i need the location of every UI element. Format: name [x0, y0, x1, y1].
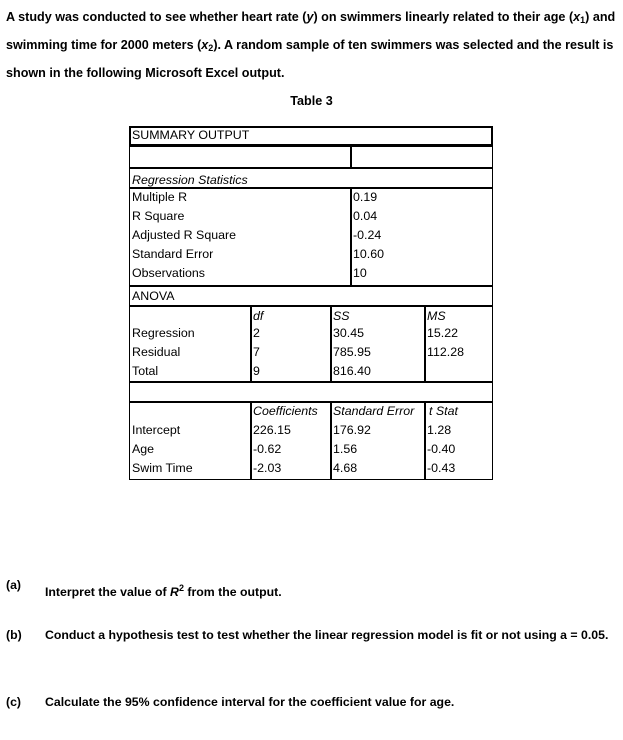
question-c-label: (c)	[6, 695, 22, 709]
coef-header-std-error: Standard Error	[333, 404, 415, 418]
anova-cell: 816.40	[333, 364, 371, 378]
border-blank-right	[351, 146, 493, 168]
stat-value: -0.24	[353, 228, 382, 242]
border-gap-row	[129, 382, 493, 402]
anova-row-label: Total	[132, 364, 159, 378]
question-a	[6, 574, 618, 598]
summary-output-title: SUMMARY OUTPUT	[132, 128, 250, 142]
anova-cell: 112.28	[427, 345, 464, 359]
anova-header-df: df	[253, 309, 264, 323]
regression-statistics-title: Regression Statistics	[132, 173, 248, 187]
problem-statement: A study was conducted to see whether heart rate (y) on swimmers linearly related to their age $(x_1)$ and swimming time for 2000 meters $(x_2)$. A random sample of ten swimmers was selected and the result is shown in the following Microsoft Excel output.	[6, 10, 616, 80]
var-y: y	[306, 10, 314, 24]
question-b	[6, 624, 618, 672]
stat-value: 0.04	[353, 209, 378, 223]
anova-cell: 30.45	[333, 326, 365, 340]
anova-cell: 2	[253, 326, 260, 340]
stat-label: Standard Error	[132, 247, 214, 261]
anova-cell: 15.22	[427, 326, 459, 340]
coef-cell: -2.03	[253, 461, 282, 475]
stat-label: R Square	[132, 209, 185, 223]
question-a-text: Interpret the value of $R^2$ from the output.	[45, 583, 282, 600]
coef-cell: 1.28	[427, 423, 452, 437]
question-b-text: Conduct a hypothesis test to test whether the linear regression model is fit or not using a = 0.05.	[45, 628, 609, 642]
question-b-label: (b)	[6, 628, 22, 642]
coef-row-label: Age	[132, 442, 155, 456]
excel-summary-output	[129, 126, 493, 480]
question-c	[6, 691, 618, 715]
anova-cell: 7	[253, 345, 260, 359]
coef-cell: -0.62	[253, 442, 282, 456]
coef-cell: 4.68	[333, 461, 358, 475]
stat-label: Adjusted R Square	[132, 228, 237, 242]
question-c-text: Calculate the 95% confidence interval for the coefficient value for age.	[45, 695, 455, 709]
anova-header-ss: SS	[333, 309, 350, 323]
coef-cell: 1.56	[333, 442, 358, 456]
border-anova-title	[129, 286, 493, 306]
border-blank-left	[129, 146, 351, 168]
stat-label: Multiple R	[132, 190, 188, 204]
anova-row-label: Residual	[132, 345, 181, 359]
anova-title: ANOVA	[132, 289, 175, 303]
coef-cell: -0.40	[427, 442, 456, 456]
coef-row-label: Swim Time	[132, 461, 193, 475]
coef-cell: 226.15	[253, 423, 291, 437]
stat-value: 10.60	[353, 247, 385, 261]
anova-row-label: Regression	[132, 326, 195, 340]
coef-header-t-stat: t Stat	[429, 404, 458, 418]
question-a-label: (a)	[6, 578, 22, 592]
stat-value: 0.19	[353, 190, 378, 204]
coef-row-label: Intercept	[132, 423, 181, 437]
var-x1: x	[573, 10, 581, 24]
table-title: Table 3	[290, 94, 333, 108]
coef-cell: 176.92	[333, 423, 371, 437]
stat-value: 10	[353, 266, 367, 280]
var-x2: x	[201, 38, 209, 52]
coef-cell: -0.43	[427, 461, 456, 475]
stat-label: Observations	[132, 266, 206, 280]
anova-cell: 9	[253, 364, 260, 378]
anova-header-ms: MS	[427, 309, 446, 323]
coef-header-coefficients: Coefficients	[253, 404, 318, 418]
anova-cell: 785.95	[333, 345, 371, 359]
